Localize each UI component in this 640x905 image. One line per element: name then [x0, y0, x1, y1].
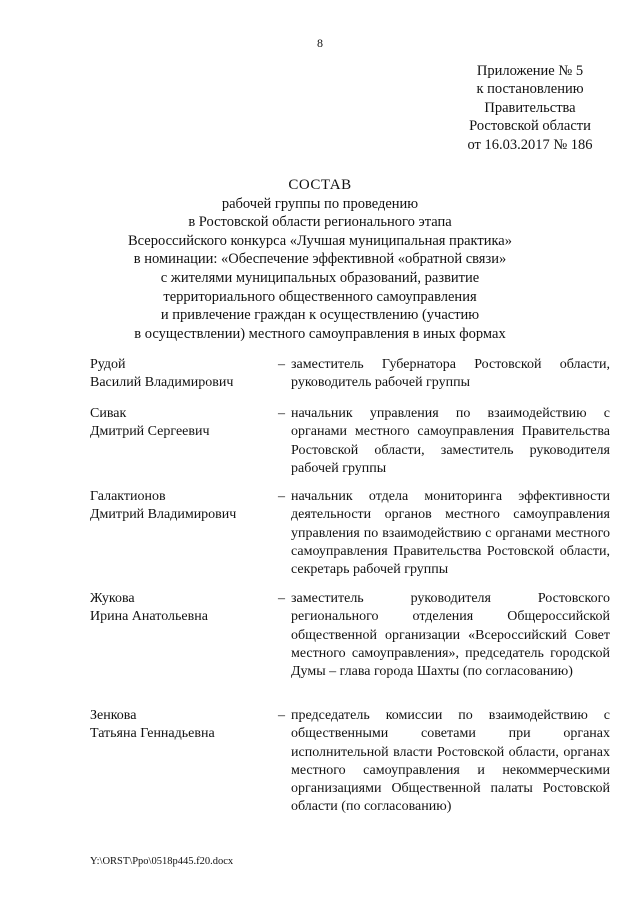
member-dash: –	[278, 708, 285, 723]
member-surname: Зенкова	[90, 708, 137, 723]
title-line: в осуществлении) местного самоуправления в иных формах	[134, 325, 506, 342]
member-role: начальник управления по взаимодействию с органами местного самоуправления Правительства Ростовской области, заместитель руководителя рабочей группы	[291, 406, 610, 476]
member-given-name: Дмитрий Сергеевич	[90, 424, 210, 440]
member-name	[90, 488, 280, 525]
title-line: и привлечение граждан к осуществлению (участию	[160, 307, 480, 324]
title-line: в Ростовской области регионального этапа	[188, 214, 452, 231]
appendix-line: Приложение № 5	[476, 63, 584, 79]
member-surname: Сивак	[90, 406, 127, 421]
file-path-footer: Y:\ORST\Ppo\0518p445.f20.docx	[90, 856, 234, 867]
member-role: начальник отдела мониторинга эффективности деятельности органов местного самоуправления управления по взаимодействию с органами местного самоуправления Правительства Ростовской области, секретарь рабочей группы	[291, 489, 610, 578]
document-title	[120, 176, 520, 343]
title-line: в номинации: «Обеспечение эффективной «обратной связи»	[133, 251, 507, 268]
title-line: с жителями муниципальных образований, развитие	[160, 269, 480, 286]
member-surname: Рудой	[90, 357, 126, 372]
member-given-name: Ирина Анатольевна	[90, 609, 208, 625]
member-dash: –	[278, 406, 285, 421]
member-given-name: Татьяна Геннадьевна	[90, 726, 215, 742]
member-surname: Галактионов	[90, 489, 166, 504]
member-name	[90, 405, 280, 442]
member-entry	[90, 488, 610, 590]
page-number: 8	[317, 36, 323, 50]
member-dash: –	[278, 591, 285, 606]
appendix-line: от 16.03.2017 № 186	[467, 136, 593, 153]
member-name	[90, 707, 280, 744]
member-role: заместитель руководителя Ростовского регионального отделения Общероссийской общественной организации «Всероссийский Совет местного самоуправления», председатель городской Думы – глава города Шахты (по согласованию)	[291, 591, 610, 680]
title-line: территориального общественного самоуправления	[163, 288, 477, 305]
member-given-name: Дмитрий Владимирович	[90, 507, 237, 523]
appendix-line: Ростовской области	[469, 118, 591, 135]
member-entry	[90, 590, 610, 707]
members-list	[90, 356, 610, 837]
member-name	[90, 356, 280, 393]
title-line: Всероссийского конкурса «Лучшая муниципальная практика»	[128, 232, 512, 249]
member-given-name: Василий Владимирович	[90, 375, 234, 391]
member-entry	[90, 405, 610, 488]
member-role: заместитель Губернатора Ростовской области, руководитель рабочей группы	[291, 357, 610, 391]
appendix-line: к постановлению	[476, 81, 584, 98]
member-role: председатель комиссии по взаимодействию с общественными советами при органах исполнительной власти Ростовской области, органах местного самоуправления и некоммерческими организациями Общественной палаты Ростовской области (по согласованию)	[291, 708, 610, 815]
member-entry	[90, 356, 610, 405]
member-name	[90, 590, 280, 627]
member-entry	[90, 707, 610, 837]
appendix-block	[440, 62, 620, 154]
member-dash: –	[278, 489, 285, 504]
title-line: рабочей группы по проведению	[221, 195, 419, 212]
appendix-line: Правительства	[484, 99, 576, 116]
member-dash: –	[278, 357, 285, 372]
member-surname: Жукова	[90, 591, 135, 606]
title-heading: СОСТАВ	[288, 177, 352, 193]
